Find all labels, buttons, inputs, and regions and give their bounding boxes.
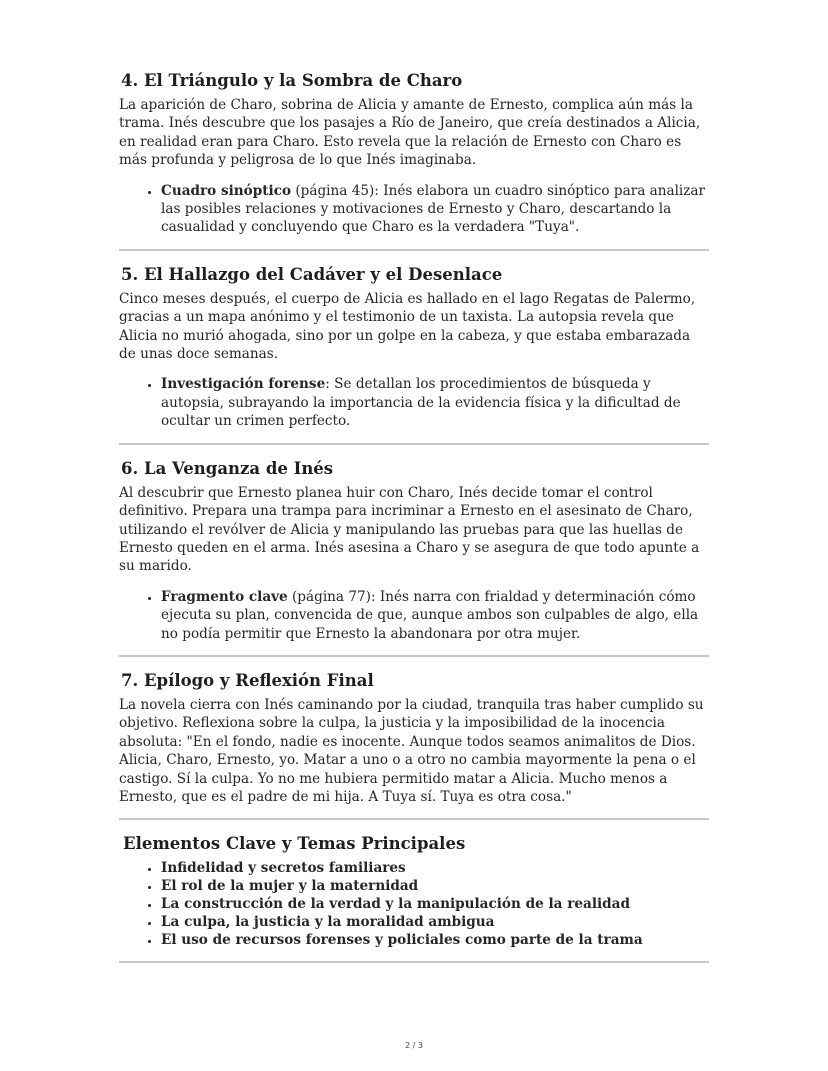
page-number: 2 / 3 xyxy=(405,1041,423,1050)
section-elementos-clave xyxy=(119,833,709,949)
themes-list xyxy=(119,859,709,949)
section-triangulo xyxy=(119,70,709,237)
document-page xyxy=(119,70,709,976)
list-item: • El uso de recursos forenses y policiales como parte de la trama xyxy=(161,931,709,949)
section-heading: 4. El Triángulo y la Sombra de Charo xyxy=(121,71,463,90)
divider xyxy=(119,655,709,657)
section-heading: 6. La Venganza de Inés xyxy=(121,458,334,478)
section-paragraph: La aparición de Charo, sobrina de Alicia y amante de Ernesto, complica aún más la trama. Inés descubre que los pasajes a Río de Janeiro, que creía destinados a Alicia, en realidad eran para Charo. Esto revela que la relación de Ernesto con Charo es más profunda y peligrosa de lo que Inés imaginaba. xyxy=(119,97,701,169)
bullet-label: Cuadro sinóptico xyxy=(161,182,292,199)
divider xyxy=(119,961,709,963)
list-item: • El rol de la mujer y la maternidad xyxy=(161,877,709,895)
list-item xyxy=(161,588,709,643)
section-bullets xyxy=(119,588,709,643)
section-heading: Elementos Clave y Temas Principales xyxy=(123,834,466,854)
divider xyxy=(119,443,709,445)
section-hallazgo xyxy=(119,264,709,431)
section-heading: 5. El Hallazgo del Cadáver y el Desenlace xyxy=(121,264,503,284)
bullet-text: (página 45): Inés elabora un cuadro sinóptico para analizar las posibles relaciones y motivaciones de Ernesto y Charo, descartando la casualidad y concluyendo que Charo es la verdadera "Tuya". xyxy=(161,182,706,236)
section-paragraph: La novela cierra con Inés caminando por la ciudad, tranquila tras haber cumplido su objetivo. Reflexiona sobre la culpa, la justicia y la imposibilidad de la inocencia absoluta: "En el fondo, nadie es inocente. Aunque todos seamos animalitos de Dios. Alicia, Charo, Ernesto, yo. Matar a uno o a otro no cambia mayormente la pena o el castigo. Sí la culpa. Yo no me hubiera permitido matar a Alicia. Mucho menos a Ernesto, que es el padre de mi hija. A Tuya sí. Tuya es otra cosa." xyxy=(119,696,704,805)
divider xyxy=(119,249,709,251)
section-venganza xyxy=(119,458,709,643)
list-item xyxy=(161,182,709,237)
list-item: • Infidelidad y secretos familiares xyxy=(161,859,709,877)
section-paragraph: Cinco meses después, el cuerpo de Alicia es hallado en el lago Regatas de Palermo, gracias a un mapa anónimo y el testimonio de un taxista. La autopsia revela que Alicia no murió ahogada, sino por un golpe en la cabeza, y que estaba embarazada de unas doce semanas. xyxy=(119,290,696,363)
section-paragraph: Al descubrir que Ernesto planea huir con Charo, Inés decide tomar el control definitivo. Prepara una trampa para incriminar a Ernesto en el asesinato de Charo, utilizando el revólver de Alicia y manipulando las pruebas para que las huellas de Ernesto queden en el arma. Inés asesina a Charo y se asegura de que todo apunte a su marido. xyxy=(119,484,700,575)
divider xyxy=(119,818,709,820)
bullet-text: (página 77): Inés narra con frialdad y determinación cómo ejecuta su plan, convencida de que, aunque ambos son culpables de algo, ella no podía permitir que Ernesto la abandonara por otra mujer. xyxy=(161,588,699,642)
bullet-label: Fragmento clave xyxy=(161,588,288,605)
bullet-label: Investigación forense xyxy=(161,376,326,393)
list-item: • La culpa, la justicia y la moralidad ambigua xyxy=(161,913,709,931)
bullet-text: : Se detallan los procedimientos de búsqueda y autopsia, subrayando la importancia de la evidencia física y la dificultad de ocultar un crimen perfecto. xyxy=(161,376,681,430)
section-heading: 7. Epílogo y Reflexión Final xyxy=(121,670,374,690)
list-item: • La construcción de la verdad y la manipulación de la realidad xyxy=(161,895,709,913)
section-bullets xyxy=(119,375,709,430)
section-epilogo xyxy=(119,670,709,806)
list-item xyxy=(161,375,709,430)
section-bullets xyxy=(119,182,709,237)
